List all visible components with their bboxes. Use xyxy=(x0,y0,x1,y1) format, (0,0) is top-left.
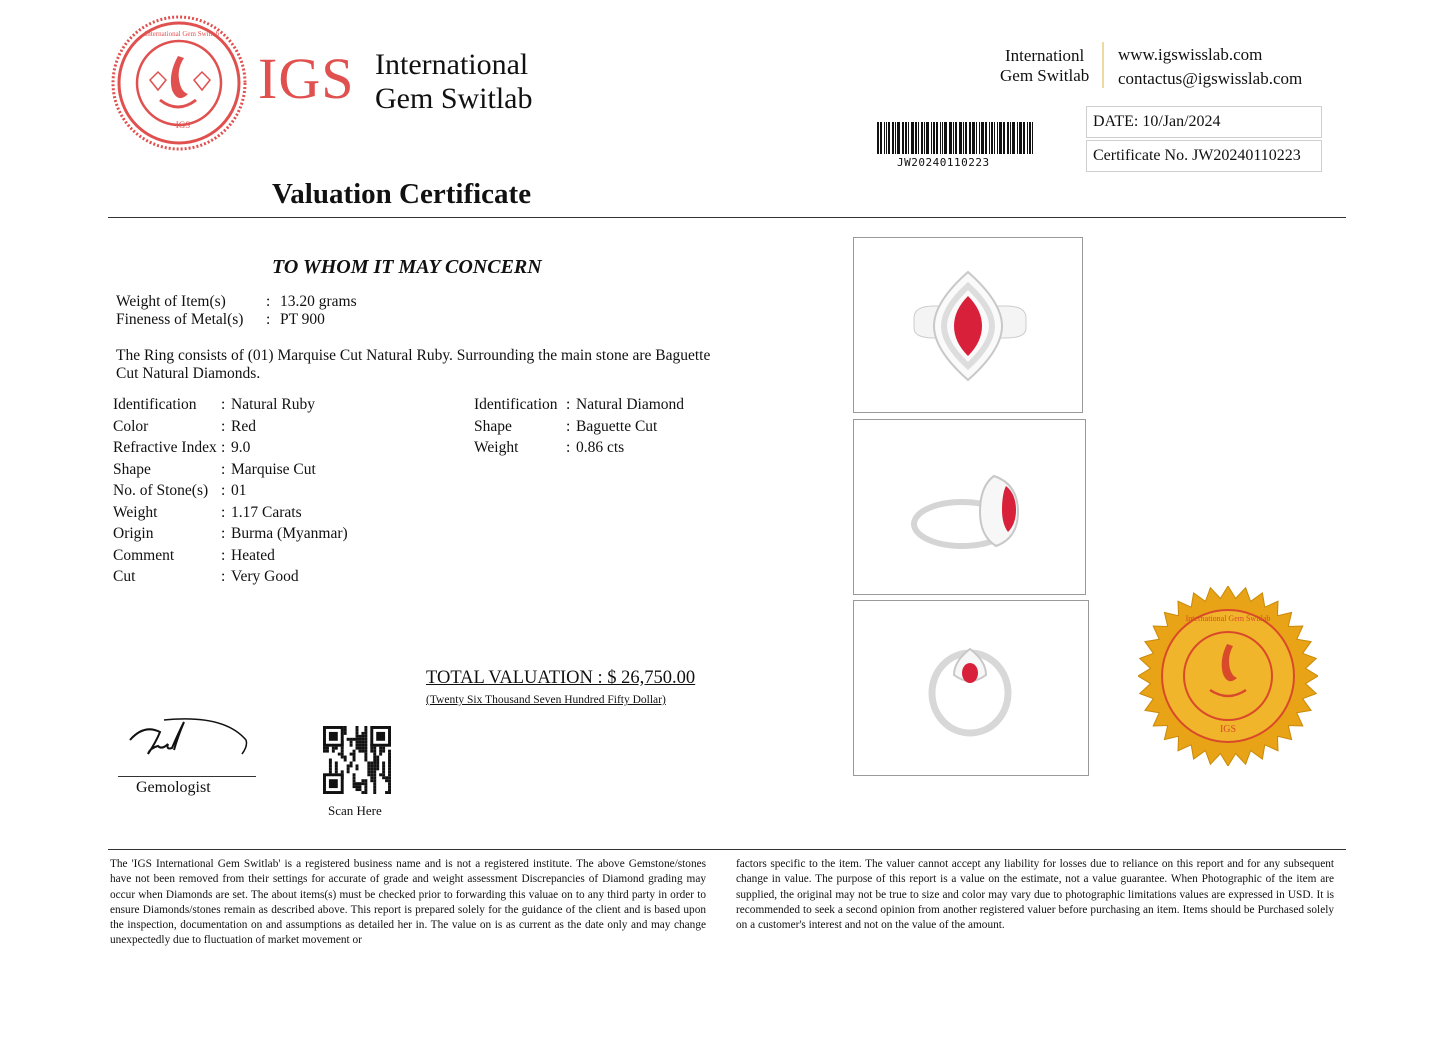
gemologist-label: Gemologist xyxy=(136,779,211,796)
header-divider xyxy=(1102,42,1104,88)
main-stone-row xyxy=(113,459,348,481)
item-details xyxy=(116,293,357,329)
ring-icon xyxy=(854,601,1088,775)
logo-name-line1: International xyxy=(375,48,529,81)
main-stone-label: Color xyxy=(113,417,149,435)
seal-ring-text: International Gem Switlab xyxy=(144,30,220,38)
gold-seal-ring-text: International Gem Switlab xyxy=(1185,614,1271,623)
valuation-in-words: (Twenty Six Thousand Seven Hundred Fifty Dollar) xyxy=(426,694,666,706)
main-stone-value: Marquise Cut xyxy=(231,460,316,478)
signature-line xyxy=(118,776,256,777)
main-stone-label: Shape xyxy=(113,460,151,478)
scan-here-label: Scan Here xyxy=(328,803,382,818)
logo-company-name xyxy=(375,48,533,116)
disclaimer-right: factors specific to the item. The valuer cannot accept any liability for losses due to reliance on this report and for any subsequent change in value. The purpose of this report is a value on the estimate, not a value guarantee. When Photographic of the item are supplied, the original may not be true to size and color may vary due to photographic limitations values are expressed in USD. It is recommended to seek a second opinion from another registered valuer before purchasing an item. Items should be Purchased solely on a customer's interest and not on the value of the amount. xyxy=(736,858,1334,932)
item-value: 13.20 grams xyxy=(280,293,357,310)
total-valuation: TOTAL VALUATION : $ 26,750.00 xyxy=(426,668,696,688)
page-title: Valuation Certificate xyxy=(272,178,532,210)
company-name-line2: Gem Switlab xyxy=(1000,66,1090,85)
qr-code[interactable] xyxy=(323,726,391,794)
date-box: DATE: 10/Jan/2024 xyxy=(1086,106,1322,138)
side-stone-details xyxy=(474,394,684,459)
gemologist-signature xyxy=(124,714,254,764)
main-stone-sep: : xyxy=(221,460,226,478)
side-stone-value: Baguette Cut xyxy=(576,417,658,435)
company-name-right xyxy=(1000,46,1089,86)
main-stone-value: Natural Ruby xyxy=(231,396,315,413)
main-stone-value: 9.0 xyxy=(231,439,251,456)
main-stone-sep: : xyxy=(221,417,226,435)
disclaimer-rule xyxy=(108,849,1346,850)
ring-photo-top xyxy=(853,237,1083,413)
main-stone-value: Very Good xyxy=(231,568,299,585)
main-stone-value: 1.17 Carats xyxy=(231,503,302,521)
side-stone-value: 0.86 cts xyxy=(576,439,625,456)
main-stone-value: 01 xyxy=(231,482,247,499)
side-stone-sep: : xyxy=(566,396,571,413)
main-stone-label: Cut xyxy=(113,568,136,585)
main-stone-sep: : xyxy=(221,439,226,456)
side-stone-row xyxy=(474,394,684,416)
website-link[interactable]: www.igswisslab.com xyxy=(1118,45,1263,64)
main-stone-sep: : xyxy=(221,525,226,542)
main-stone-details xyxy=(113,394,348,588)
item-label: Weight of Item(s) xyxy=(116,293,226,310)
gold-seal xyxy=(1138,586,1318,766)
main-stone-label: Comment xyxy=(113,546,175,564)
main-stone-sep: : xyxy=(221,503,226,521)
side-stone-label: Weight xyxy=(474,439,519,456)
main-stone-sep: : xyxy=(221,396,226,413)
main-stone-value: Burma (Myanmar) xyxy=(231,525,348,542)
main-stone-value: Red xyxy=(231,417,256,435)
side-stone-sep: : xyxy=(566,439,571,456)
main-stone-row xyxy=(113,566,348,588)
disclaimer-left: The 'IGS International Gem Switlab' is a registered business name and is not a registered institute. The above Gemstone/stones have not been removed from their settings for accurate of grade and weight assessment Discrepancies of Diamond grading may occur when Diamonds are set. The about items(s) must be checked prior to forwarding this valuae on to any third party in order to ensure Diamonds/stones remain as described above. This report is prepared solely for the guidance of the client and is based upon the inspection, documentation on and assumptions as detailed her in. The value on is as current as the date only and may change unexpectedly due to fluctuation of market movement or xyxy=(110,858,706,947)
main-stone-label: No. of Stone(s) xyxy=(113,482,209,499)
contact-block xyxy=(1118,43,1302,91)
item-description: The Ring consists of (01) Marquise Cut Natural Ruby. Surrounding the main stone are Baguette Cut Natural Diamonds. xyxy=(116,347,711,382)
item-row xyxy=(116,293,357,311)
main-stone-row xyxy=(113,437,348,459)
certificate-number-box: Certificate No. JW20240110223 xyxy=(1086,140,1322,172)
ring-photo-side xyxy=(853,419,1086,595)
main-stone-row xyxy=(113,394,348,416)
item-sep: : xyxy=(266,293,271,310)
main-stone-sep: : xyxy=(221,546,226,564)
ring-photo-front xyxy=(853,600,1089,776)
main-stone-row xyxy=(113,502,348,524)
item-value: PT 900 xyxy=(280,311,325,328)
main-stone-row xyxy=(113,545,348,567)
main-stone-row xyxy=(113,480,348,502)
main-stone-label: Identification xyxy=(113,396,197,413)
company-name-line1: Internationl xyxy=(1004,46,1085,65)
side-stone-label: Shape xyxy=(474,417,512,435)
gold-seal-bottom-text: IGS xyxy=(1219,724,1237,735)
main-stone-sep: : xyxy=(221,482,226,499)
ring-icon xyxy=(854,420,1085,594)
seal-bottom-text: IGS xyxy=(175,120,191,130)
barcode-number: JW20240110223 xyxy=(897,156,990,169)
main-stone-value: Heated xyxy=(231,546,275,564)
main-stone-label: Refractive Index xyxy=(113,439,217,456)
side-stone-row xyxy=(474,416,684,438)
item-label: Fineness of Metal(s) xyxy=(116,311,244,328)
side-stone-row xyxy=(474,437,684,459)
main-stone-label: Origin xyxy=(113,525,154,542)
logo-name-line2: Gem Switlab xyxy=(375,82,533,115)
salutation: TO WHOM IT MAY CONCERN xyxy=(272,256,542,278)
main-stone-row xyxy=(113,416,348,438)
main-stone-label: Weight xyxy=(113,503,158,521)
item-sep: : xyxy=(266,311,271,328)
item-row xyxy=(116,311,357,329)
side-stone-label: Identification xyxy=(474,396,558,413)
side-stone-value: Natural Diamond xyxy=(576,396,685,413)
barcode xyxy=(877,122,1033,158)
email-link[interactable]: contactus@igswisslab.com xyxy=(1118,69,1303,88)
main-stone-row xyxy=(113,523,348,545)
main-stone-sep: : xyxy=(221,568,226,585)
title-rule xyxy=(108,217,1346,218)
ring-icon xyxy=(854,238,1082,412)
side-stone-sep: : xyxy=(566,417,571,435)
logo-abbrev: IGS xyxy=(258,46,355,111)
